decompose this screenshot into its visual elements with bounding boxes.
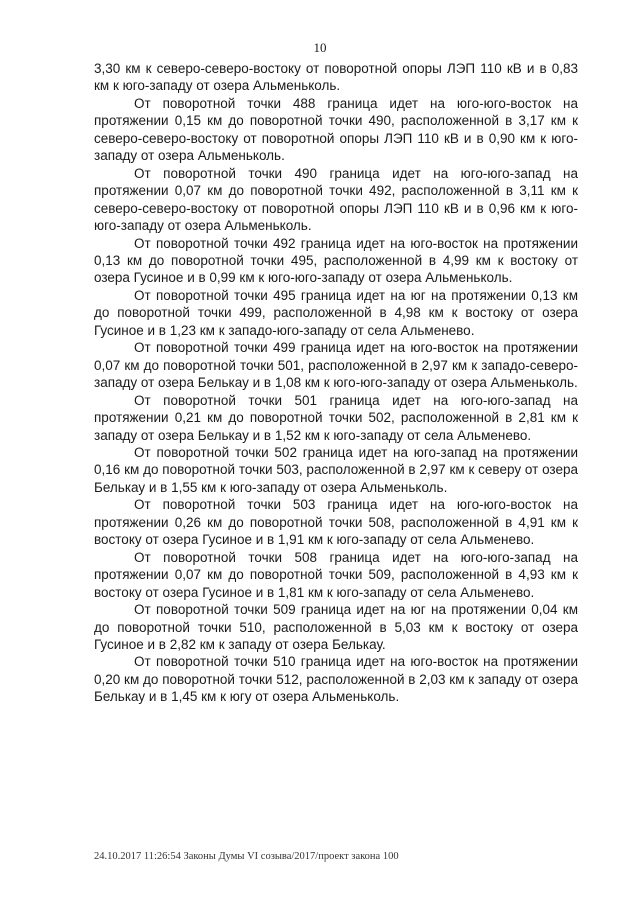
footer-stamp: 24.10.2017 11:26:54 Законы Думы VI созыва/2017/проект закона 100 bbox=[94, 851, 399, 862]
paragraph-point-492: От поворотной точки 492 граница идет на юго-восток на протяжении 0,13 км до поворотной точки 495, расположенной в 4,99 км к востоку от озера Гусиное и в 0,99 км к юго-юго-западу от озера Альменьколь. bbox=[94, 235, 578, 286]
paragraph-point-509: От поворотной точки 509 граница идет на юг на протяжении 0,04 км до поворотной точки 510, расположенной в 5,03 км к востоку от озера Гусиное и в 2,82 км к западу от озера Белькау. bbox=[94, 602, 578, 652]
document-body bbox=[94, 60, 578, 706]
paragraph-point-502: От поворотной точки 502 граница идет на юго-запад на протяжении 0,16 км до поворотной точки 503, расположенной в 2,97 км к северу от озера Белькау и в 1,55 км к юго-западу от озера Альменьколь. bbox=[94, 444, 578, 495]
paragraph-point-503: От поворотной точки 503 граница идет на юго-юго-восток на протяжении 0,26 км до поворотной точки 508, расположенной в 4,91 км к востоку от озера Гусиное и в 1,91 км к юго-западу от села Альменево. bbox=[94, 497, 578, 548]
paragraph-point-490: От поворотной точки 490 граница идет на юго-юго-запад на протяжении 0,07 км до поворотной точки 492, расположенной в 3,11 км к северо-северо-востоку от поворотной опоры ЛЭП 110 кВ и в 0,96 км к юго-юго-западу от озера Альменьколь. bbox=[94, 165, 578, 234]
paragraph-point-499: От поворотной точки 499 граница идет на юго-восток на протяжении 0,07 км до поворотной точки 501, расположенной в 2,97 км к западо-северо-западу от озера Белькау и в 1,08 км к юго-юго-западу от озера Альменьколь. bbox=[94, 340, 578, 391]
paragraph-point-488: От поворотной точки 488 граница идет на юго-юго-восток на протяжении 0,15 км до поворотной точки 490, расположенной в 3,17 км к северо-северо-востоку от поворотной опоры ЛЭП 110 кВ и в 0,90 км к юго-западу от озера Альменьколь. bbox=[94, 95, 578, 164]
paragraph-point-495: От поворотной точки 495 граница идет на юг на протяжении 0,13 км до поворотной точки 499, расположенной в 4,98 км к востоку от озера Гусиное и в 1,23 км к западо-юго-западу от села Альменево. bbox=[94, 287, 578, 338]
paragraph-point-501: От поворотной точки 501 граница идет на юго-юго-запад на протяжении 0,21 км до поворотной точки 502, расположенной в 2,81 км к западу от озера Белькау и в 1,52 км к юго-западу от села Альменево. bbox=[94, 392, 578, 443]
page-number: 10 bbox=[313, 40, 327, 55]
paragraph-point-508: От поворотной точки 508 граница идет на юго-юго-запад на протяжении 0,07 км до поворотной точки 509, расположенной в 4,93 км к востоку от озера Гусиное и в 1,81 км к юго-западу от села Альменево. bbox=[94, 549, 578, 600]
paragraph-continuation: 3,30 км к северо-северо-востоку от поворотной опоры ЛЭП 110 кВ и в 0,83 км к юго-западу от озера Альменьколь. bbox=[94, 61, 578, 94]
paragraph-point-510: От поворотной точки 510 граница идет на юго-восток на протяжении 0,20 км до поворотной точки 512, расположенной в 2,03 км к западу от озера Белькау и в 1,45 км к югу от озера Альменьколь. bbox=[94, 654, 578, 705]
